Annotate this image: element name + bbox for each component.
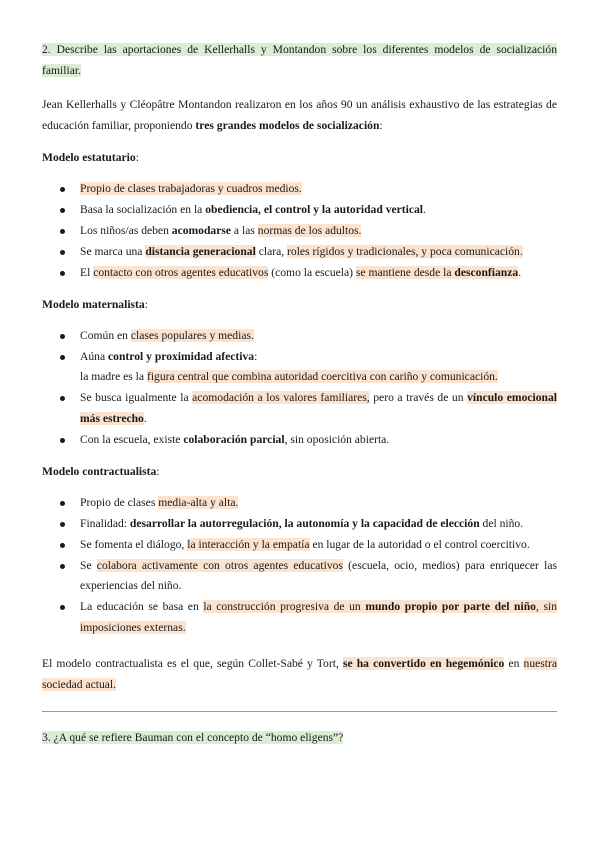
heading-contractualista: Modelo contractualista: (42, 465, 160, 478)
list-item: Se colabora activamente con otros agentes educativos (escuela, ocio, medios) para enriquecer las experiencias del niño. (80, 556, 557, 597)
question-2-title (42, 40, 557, 81)
list-item: Con la escuela, existe colaboración parcial, sin oposición abierta. (80, 430, 557, 451)
list-item: Común en clases populares y medias. (80, 326, 557, 347)
list-estatutario (42, 179, 557, 284)
section-divider (42, 711, 557, 712)
list-item: Basa la socialización en la obediencia, el control y la autoridad vertical. (80, 200, 557, 221)
list-item: Se busca igualmente la acomodación a los valores familiares, pero a través de un vínculo emocional más estrecho. (80, 388, 557, 429)
question-3-title: 3. ¿A qué se refiere Bauman con el concepto de “homo eligens”? (42, 731, 344, 744)
list-item: Aúna control y proximidad afectiva: la madre es la figura central que combina autoridad coercitiva con cariño y comunicación. (80, 347, 557, 388)
question-2-highlight: 2. Describe las aportaciones de Kellerhalls y Montandon sobre los diferentes modelos de socialización familiar. (42, 43, 557, 77)
conclusion-paragraph: El modelo contractualista es el que, según Collet-Sabé y Tort, se ha convertido en hegemónico en nuestra sociedad actual. (42, 657, 558, 691)
list-contractualista (42, 493, 557, 639)
list-item: Se marca una distancia generacional clara, roles rígidos y tradicionales, y poca comunicación. (80, 242, 557, 263)
list-item: Los niños/as deben acomodarse a las normas de los adultos. (80, 221, 557, 242)
list-maternalista (42, 326, 557, 451)
intro-paragraph: Jean Kellerhalls y Cléopâtre Montandon realizaron en los años 90 un análisis exhaustivo de las estrategias de educación familiar, proponiendo tres grandes modelos de socialización: (42, 98, 557, 132)
list-item: El contacto con otros agentes educativos (como la escuela) se mantiene desde la desconfianza. (80, 263, 557, 284)
heading-maternalista: Modelo maternalista: (42, 298, 148, 311)
list-item: Propio de clases media-alta y alta. (80, 493, 557, 514)
list-item: Se fomenta el diálogo, la interacción y la empatía en lugar de la autoridad o el control coercitivo. (80, 535, 557, 556)
document-page (42, 40, 557, 749)
heading-estatutario: Modelo estatutario: (42, 151, 139, 164)
list-item: Finalidad: desarrollar la autorregulación, la autonomía y la capacidad de elección del niño. (80, 514, 557, 535)
list-item: Propio de clases trabajadoras y cuadros medios. (80, 179, 557, 200)
list-item: La educación se basa en la construcción progresiva de un mundo propio por parte del niño, sin imposiciones externas. (80, 597, 557, 638)
